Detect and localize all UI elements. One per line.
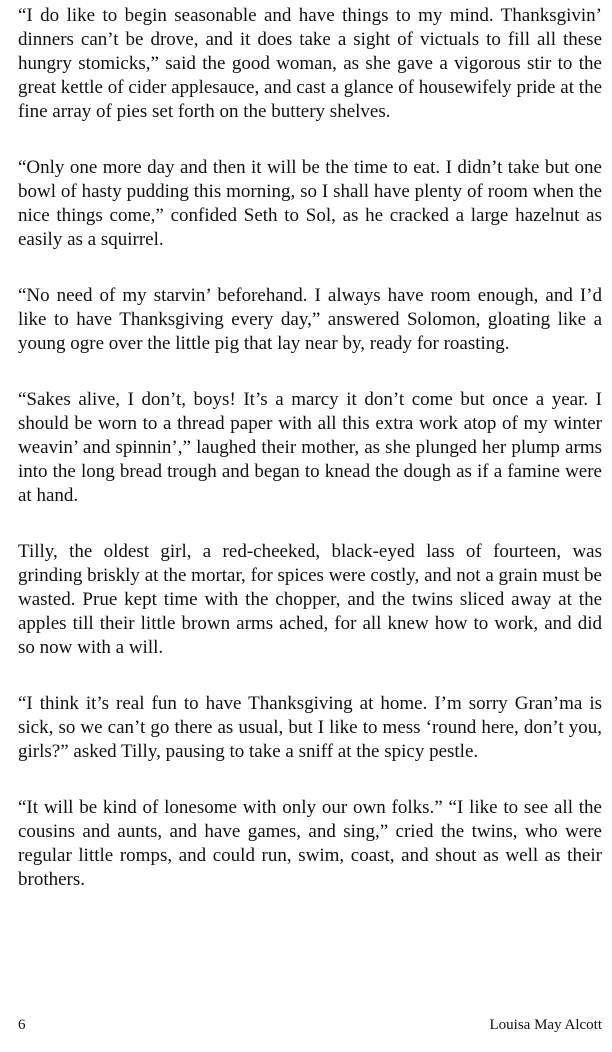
paragraph: “Only one more day and then it will be the time to eat. I didn’t take but one bowl of hasty pudding this morning, so I shall have plenty of room when the nice things come,” confided Seth to Sol, as he cracked a large hazelnut as easily as a squirrel. (18, 157, 602, 250)
page-number: 6 (18, 1017, 26, 1033)
paragraph: “I do like to begin seasonable and have things to my mind. Thanksgivin’ dinners can’t be drove, and it does take a sight of victuals to fill all these hungry stomicks,” said the good woman, as she gave a vigorous stir to the great kettle of cider applesauce, and cast a glance of housewifely pride at the fine array of pies set forth on the buttery shelves. (18, 5, 602, 122)
paragraph: “Sakes alive, I don’t, boys! It’s a marcy it don’t come but once a year. I should be worn to a thread paper with all this extra work atop of my winter weavin’ and spinnin’,” laughed their mother, as she plunged her plump arms into the long bread trough and began to knead the dough as if a famine were at hand. (18, 389, 602, 506)
page-footer (18, 1016, 602, 1034)
page-body (18, 4, 602, 924)
paragraph: “I think it’s real fun to have Thanksgiving at home. I’m sorry Gran’ma is sick, so we can’t go there as usual, but I like to mess ‘round here, don’t you, girls?” asked Tilly, pausing to take a sniff at the spicy pestle. (18, 693, 602, 762)
paragraph: “No need of my starvin’ beforehand. I always have room enough, and I’d like to have Thanksgiving every day,” answered Solomon, gloating like a young ogre over the little pig that lay near by, ready for roasting. (18, 285, 602, 354)
paragraph: “It will be kind of lonesome with only our own folks.” “I like to see all the cousins and aunts, and have games, and sing,” cried the twins, who were regular little romps, and could run, swim, coast, and shout as well as their brothers. (18, 797, 602, 890)
paragraph: Tilly, the oldest girl, a red-cheeked, black-eyed lass of fourteen, was grinding briskly at the mortar, for spices were costly, and not a grain must be wasted. Prue kept time with the chopper, and the twins sliced away at the apples till their little brown arms ached, for all knew how to work, and did so now with a will. (18, 541, 602, 658)
running-author: Louisa May Alcott (489, 1017, 602, 1033)
